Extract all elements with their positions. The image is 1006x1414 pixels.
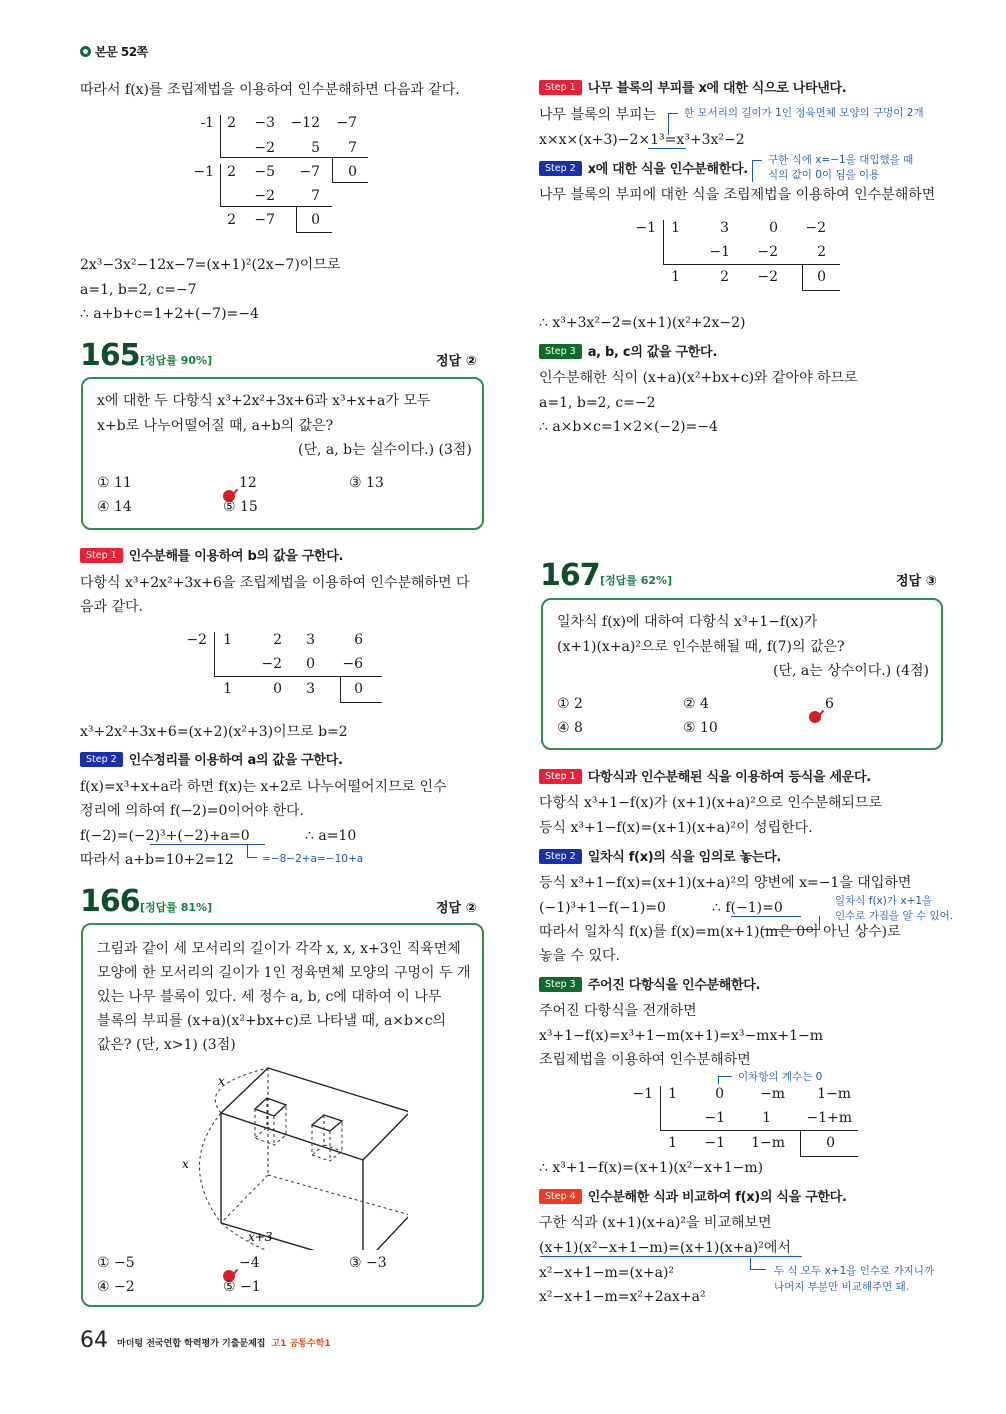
sd-cell: −7 [254, 212, 275, 228]
sd-cell: −1 [709, 244, 730, 260]
sd-cell: 0 [273, 681, 282, 697]
question-line: 그림과 같이 세 모서리의 길이가 각각 x, x, x+3인 직육면체 [97, 941, 461, 957]
wooden-block-figure [178, 1065, 408, 1250]
sd-cell: −2 [254, 140, 275, 156]
sd-cell: 0 [769, 220, 778, 236]
step1-heading-166 [539, 78, 846, 99]
question-line: (단, a는 상수이다.) (4점) [773, 663, 930, 679]
solution-line: 놓을 수 있다. [539, 948, 620, 964]
sd-cell: 0 [354, 681, 363, 697]
note: 일차식 f(x)가 x+1을 [835, 895, 933, 907]
problem-number-167: 167 [540, 558, 600, 593]
label-side: x [182, 1157, 189, 1171]
sd-cell: −1 [704, 1110, 725, 1126]
sd-cell: 3 [306, 632, 315, 648]
solution-line: f(x)=x³+x+a라 하면 f(x)는 x+2로 나누어떨어지므로 인수 [80, 779, 447, 795]
question-line: x+b로 나누어떨어질 때, a+b의 값은? [97, 418, 334, 434]
solution-line: ∴ a=10 [305, 828, 357, 844]
solution-line: x³+1−f(x)=x³+1−m(x+1)=x³−mx+1−m [539, 1028, 823, 1044]
solution-line: 따라서 a+b=10+2=12 [80, 852, 234, 868]
solution-line: 음과 같다. [80, 599, 143, 615]
sd-cell: 7 [348, 140, 357, 156]
solution-line: ∴ f(−1)=0 [712, 900, 783, 916]
step1-heading-167 [539, 767, 871, 788]
sd-cell: 3 [306, 681, 315, 697]
note: 나머지 부분만 비교해주면 돼. [774, 1281, 910, 1293]
sd-cell: −7 [299, 164, 320, 180]
choice-text: 12 [239, 475, 257, 491]
choice-text: 6 [825, 696, 834, 712]
choice-1[interactable]: ① 11 [97, 475, 132, 491]
step3-heading-166 [539, 342, 717, 363]
sd-cell: −2 [757, 244, 778, 260]
step2-heading-166 [539, 159, 748, 180]
note: 이차항의 계수는 0 [738, 1071, 823, 1083]
note: =−8−2+a=−10+a [262, 853, 364, 865]
sd-cell: −1+m [806, 1110, 852, 1126]
sd-cell: 0 [817, 269, 826, 285]
sd-divisor: −1 [632, 1086, 653, 1102]
answer-165: 정답 ② [436, 354, 477, 369]
label-top: x [218, 1074, 225, 1088]
sd-cell: 2 [817, 244, 826, 260]
choice-5[interactable]: ⑤ 10 [683, 720, 718, 736]
sd-cell: 0 [306, 656, 315, 672]
solution-line: 다항식 x³+1−f(x)가 (x+1)(x+a)²으로 인수분해되므로 [539, 795, 883, 811]
choice-1[interactable]: ① −5 [97, 1255, 135, 1271]
solution-line: (−1)³+1−f(−1)=0 [539, 900, 666, 916]
solution-line: 나무 블록의 부피에 대한 식을 조립제법을 이용하여 인수분해하면 [539, 187, 936, 203]
question-line: x에 대한 두 다항식 x³+2x²+3x+6과 x³+x+a가 모두 [97, 393, 431, 409]
solution-line: 다항식 x³+2x²+3x+6을 조립제법을 이용하여 인수분해하면 다 [80, 575, 470, 591]
answer-166: 정답 ② [436, 901, 477, 916]
note: 두 식 모두 x+1을 인수로 가지니까 [774, 1265, 935, 1277]
step-title: 일차식 f(x)의 식을 임의로 놓는다. [587, 850, 782, 865]
step-title: 다항식과 인수분해된 식을 이용하여 등식을 세운다. [587, 770, 871, 785]
sd-cell: 1 [762, 1110, 771, 1126]
sd-cell: −2 [805, 220, 826, 236]
sd-cell: 1 [668, 1086, 677, 1102]
intro-result-3: ∴ a+b+c=1+2+(−7)=−4 [80, 306, 259, 322]
choice-3[interactable]: ③ 13 [349, 475, 384, 491]
solution-line: 등식 x³+1−f(x)=(x+1)(x+a)²이 성립한다. [539, 820, 813, 836]
question-line: (x+1)(x+a)²으로 인수분해될 때, f(7)의 값은? [557, 639, 845, 655]
step-title: 나무 블록의 부피를 x에 대한 식으로 나타낸다. [587, 81, 847, 96]
intro-result-1: 2x³−3x²−12x−7=(x+1)²(2x−7)이므로 [80, 257, 341, 273]
sd-cell: −1 [704, 1135, 725, 1151]
page-reference-label: 본문 52쪽 [95, 45, 148, 59]
step-title: 인수분해한 식과 비교하여 f(x)의 식을 구한다. [587, 1190, 847, 1205]
choice-2[interactable]: ② 4 [683, 696, 709, 712]
book-title: 마더텅 전국연합 학력평가 기출문제집 [117, 1339, 266, 1349]
step-title: x에 대한 식을 인수분해한다. [587, 162, 748, 177]
sd-cell: 2 [227, 115, 236, 131]
solution-line: 주어진 다항식을 전개하면 [539, 1003, 697, 1019]
step-badge: Step 3 [539, 344, 582, 359]
question-line: 값은? (단, x>1) (3점) [97, 1037, 236, 1053]
step-title: 주어진 다항식을 인수분해한다. [587, 978, 761, 993]
step4-heading-167 [539, 1187, 847, 1208]
sd-cell: −3 [254, 115, 275, 131]
step1-heading-165 [80, 546, 343, 567]
sd-cell: 1 [671, 220, 680, 236]
choice-1[interactable]: ① 2 [557, 696, 583, 712]
sd-cell: 1−m [817, 1086, 851, 1102]
label-bottom: x+3 [248, 1230, 273, 1244]
choice-text: −4 [239, 1255, 260, 1271]
step-badge: Step 2 [539, 161, 582, 176]
sd-cell: −m [759, 1086, 785, 1102]
solution-line: x³+2x²+3x+6=(x+2)(x²+3)이므로 b=2 [80, 724, 348, 740]
sd-cell: −5 [254, 164, 275, 180]
solution-line: (x+1)(x²−x+1−m)=(x+1)(x+a)²에서 [539, 1240, 791, 1256]
step-badge: Step 3 [539, 977, 582, 992]
step-badge: Step 2 [539, 849, 582, 864]
sd-cell: 6 [354, 632, 363, 648]
sd-cell: 7 [311, 188, 320, 204]
sd-cell: −2 [261, 656, 282, 672]
sd-cell: −7 [336, 115, 357, 131]
question-box-167 [541, 598, 943, 750]
correct-rate-166: [정답률 81%] [140, 901, 213, 914]
choice-4[interactable]: ④ 8 [557, 720, 583, 736]
solution-line: x×x×(x+3)−2×1³=x³+3x²−2 [539, 132, 745, 148]
solution-line: x²−x+1−m=(x+a)² [539, 1265, 675, 1281]
question-box-165 [81, 377, 484, 530]
question-line: 블록의 부피를 (x+a)(x²+bx+c)로 나타낼 때, a×b×c의 [97, 1013, 447, 1029]
note: 식의 값이 0이 됨을 이용 [768, 169, 880, 181]
solution-line: a=1, b=2, c=−2 [539, 395, 656, 411]
correct-rate-165: [정답률 90%] [140, 354, 213, 367]
intro-result-2: a=1, b=2, c=−7 [80, 282, 197, 298]
note: 구한 식에 x=−1을 대입했을 때 [768, 154, 914, 166]
intro-line: 따라서 f(x)를 조립제법을 이용하여 인수분해하면 다음과 같다. [80, 82, 460, 98]
solution-line: 등식 x³+1−f(x)=(x+1)(x+a)²의 양변에 x=−1을 대입하면 [539, 875, 912, 891]
sd-cell: 1 [668, 1135, 677, 1151]
sd-cell: 2 [273, 632, 282, 648]
step-badge: Step 2 [80, 752, 123, 767]
sd-cell: 0 [311, 212, 320, 228]
sd-cell: 1−m [751, 1135, 785, 1151]
question-line: (단, a, b는 실수이다.) (3점) [298, 442, 472, 458]
question-line: 일차식 f(x)에 대하여 다항식 x³+1−f(x)가 [557, 614, 818, 630]
sd-cell: 0 [348, 164, 357, 180]
sd-cell: −1 [193, 164, 214, 180]
page-reference [80, 43, 148, 60]
solution-line: ∴ x³+3x²−2=(x+1)(x²+2x−2) [539, 315, 746, 331]
choice-5[interactable]: ⑤ −1 [223, 1279, 261, 1295]
synthetic-division-intro [190, 115, 370, 235]
solution-line: ∴ x³+1−f(x)=(x+1)(x²−x+1−m) [539, 1160, 764, 1176]
step-badge: Step 1 [80, 548, 123, 563]
step-title: 인수정리를 이용하여 a의 값을 구한다. [128, 753, 343, 768]
step-badge: Step 4 [539, 1189, 582, 1204]
sd-divisor: −2 [186, 632, 207, 648]
sd-divisor: −1 [635, 220, 656, 236]
step2-heading-165 [80, 750, 343, 771]
sd-cell: −2 [757, 269, 778, 285]
question-line: 있는 나무 블록이 있다. 세 정수 a, b, c에 대하여 이 나무 [97, 989, 442, 1005]
solution-line: f(−2)=(−2)³+(−2)+a=0 [80, 828, 250, 844]
correct-rate-167: [정답률 62%] [600, 574, 673, 587]
sd-cell: 0 [715, 1086, 724, 1102]
footer-text [117, 1336, 331, 1349]
sd-cell: −6 [342, 656, 363, 672]
solution-line: 따라서 일차식 f(x)를 f(x)=m(x+1)(m은 0이 아닌 상수)로 [539, 924, 901, 940]
synthetic-division-167 [625, 1086, 865, 1161]
sd-cell: 3 [720, 220, 729, 236]
choice-4[interactable]: ④ −2 [97, 1279, 135, 1295]
step3-heading-167 [539, 975, 760, 996]
choice-3-checked[interactable] [809, 696, 834, 712]
choice-5[interactable]: ⑤ 15 [223, 499, 258, 515]
sd-cell: 2 [227, 212, 236, 228]
note: 한 모서리의 길이가 1인 정육면체 모양의 구멍이 2개 [684, 107, 924, 119]
synthetic-division-165 [185, 632, 385, 707]
solution-line: ∴ a×b×c=1×2×(−2)=−4 [539, 419, 718, 435]
solution-line: 나무 블록의 부피는 [539, 107, 657, 123]
step-badge: Step 1 [539, 769, 582, 784]
book-subject: 고1 공통수학1 [271, 1339, 331, 1349]
sd-cell: 0 [826, 1135, 835, 1151]
step-title: 인수분해를 이용하여 b의 값을 구한다. [128, 549, 344, 564]
synthetic-division-166 [630, 220, 850, 295]
note: 인수로 가짐을 알 수 있어. [835, 910, 954, 922]
page-number: 64 [80, 1328, 108, 1353]
question-box-166 [81, 923, 484, 1307]
solution-line: 구한 식과 (x+1)(x+a)²을 비교해보면 [539, 1215, 772, 1231]
step-title: a, b, c의 값을 구한다. [587, 345, 717, 360]
sd-cell: 1 [223, 632, 232, 648]
circle-icon [80, 46, 91, 57]
sd-cell: 5 [311, 140, 320, 156]
solution-line: 인수분해한 식이 (x+a)(x²+bx+c)와 같아야 하므로 [539, 370, 858, 386]
sd-cell: 2 [720, 269, 729, 285]
solution-line: 정리에 의하여 f(−2)=0이어야 한다. [80, 803, 304, 819]
sd-cell: -1 [200, 115, 214, 131]
problem-number-165: 165 [80, 338, 140, 373]
sd-cell: −12 [290, 115, 320, 131]
choice-4[interactable]: ④ 14 [97, 499, 132, 515]
answer-167: 정답 ③ [896, 574, 937, 589]
step2-heading-167 [539, 847, 781, 868]
choice-2-checked[interactable] [223, 1255, 260, 1271]
choice-3[interactable]: ③ −3 [349, 1255, 387, 1271]
solution-line: x²−x+1−m=x²+2ax+a² [539, 1289, 706, 1305]
sd-cell: 1 [223, 681, 232, 697]
sd-cell: 1 [671, 269, 680, 285]
question-line: 모양에 한 모서리의 길이가 1인 정육면체 모양의 구멍이 두 개 [97, 965, 471, 981]
solution-line: 조립제법을 이용하여 인수분해하면 [539, 1052, 751, 1068]
sd-cell: −2 [254, 188, 275, 204]
step-badge: Step 1 [539, 80, 582, 95]
sd-cell: 2 [227, 164, 236, 180]
choice-2-checked[interactable] [223, 475, 257, 491]
problem-number-166: 166 [80, 884, 140, 919]
